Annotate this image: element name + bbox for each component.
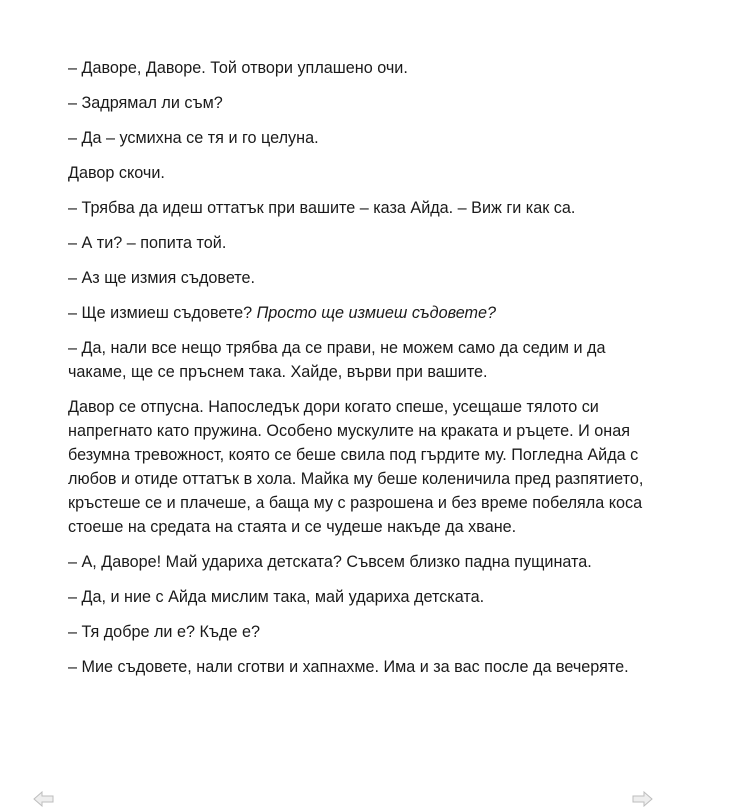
paragraph-14: – Мие съдовете, нали сготви и хапнахме. Има и за вас после да вечеряте.: [68, 658, 629, 676]
paragraph-7: – Аз ще измия съдовете.: [68, 269, 256, 287]
paragraph-5: – Трябва да идеш оттатък при вашите – каза Айда. – Виж ги как са.: [68, 199, 576, 217]
next-page-button[interactable]: [631, 791, 653, 807]
arrow-left-icon: [33, 791, 55, 807]
paragraph-13: – Тя добре ли е? Къде е?: [68, 623, 260, 641]
paragraph-11: – А, Даворе! Май удариха детската? Съвсем близко падна пущината.: [68, 553, 592, 571]
document-page: [68, 56, 648, 690]
paragraph-6: – А ти? – попита той.: [68, 234, 227, 252]
paragraph-3: – Да – усмихна се тя и го целуна.: [68, 129, 319, 147]
arrow-right-icon: [631, 791, 653, 807]
paragraph-4: Давор скочи.: [68, 164, 165, 182]
paragraph-10: Давор се отпусна. Напоследък дори когато спеше, усещаше тялото си напрегнато като пружина. Особено мускулите на краката и ръцете. И оная безумна тревожност, която се беше свила под гърдите му. Погледна Айда с любов и отиде оттатък в хола. Майка му беше коленичила пред разпятието, кръстеше се и плачеше, а баща му с разрошена и без време побеляла коса стоеше на средата на стаята и се чудеше накъде да хване.: [68, 398, 644, 536]
prev-page-button[interactable]: [33, 791, 55, 807]
paragraph-2: – Задрямал ли съм?: [68, 94, 223, 112]
paragraph-8-text: – Ще измиеш съдовете?: [68, 304, 257, 322]
paragraph-1: – Даворе, Даворе. Той отвори уплашено очи.: [68, 59, 408, 77]
paragraph-8-italic: Просто ще измиеш съдовете?: [256, 304, 497, 322]
paragraph-8: [68, 301, 648, 325]
paragraph-9: – Да, нали все нещо трябва да се прави, не можем само да седим и да чакаме, ще се пръснем така. Хайде, върви при вашите.: [68, 339, 606, 381]
paragraph-12: – Да, и ние с Айда мислим така, май удариха детската.: [68, 588, 485, 606]
